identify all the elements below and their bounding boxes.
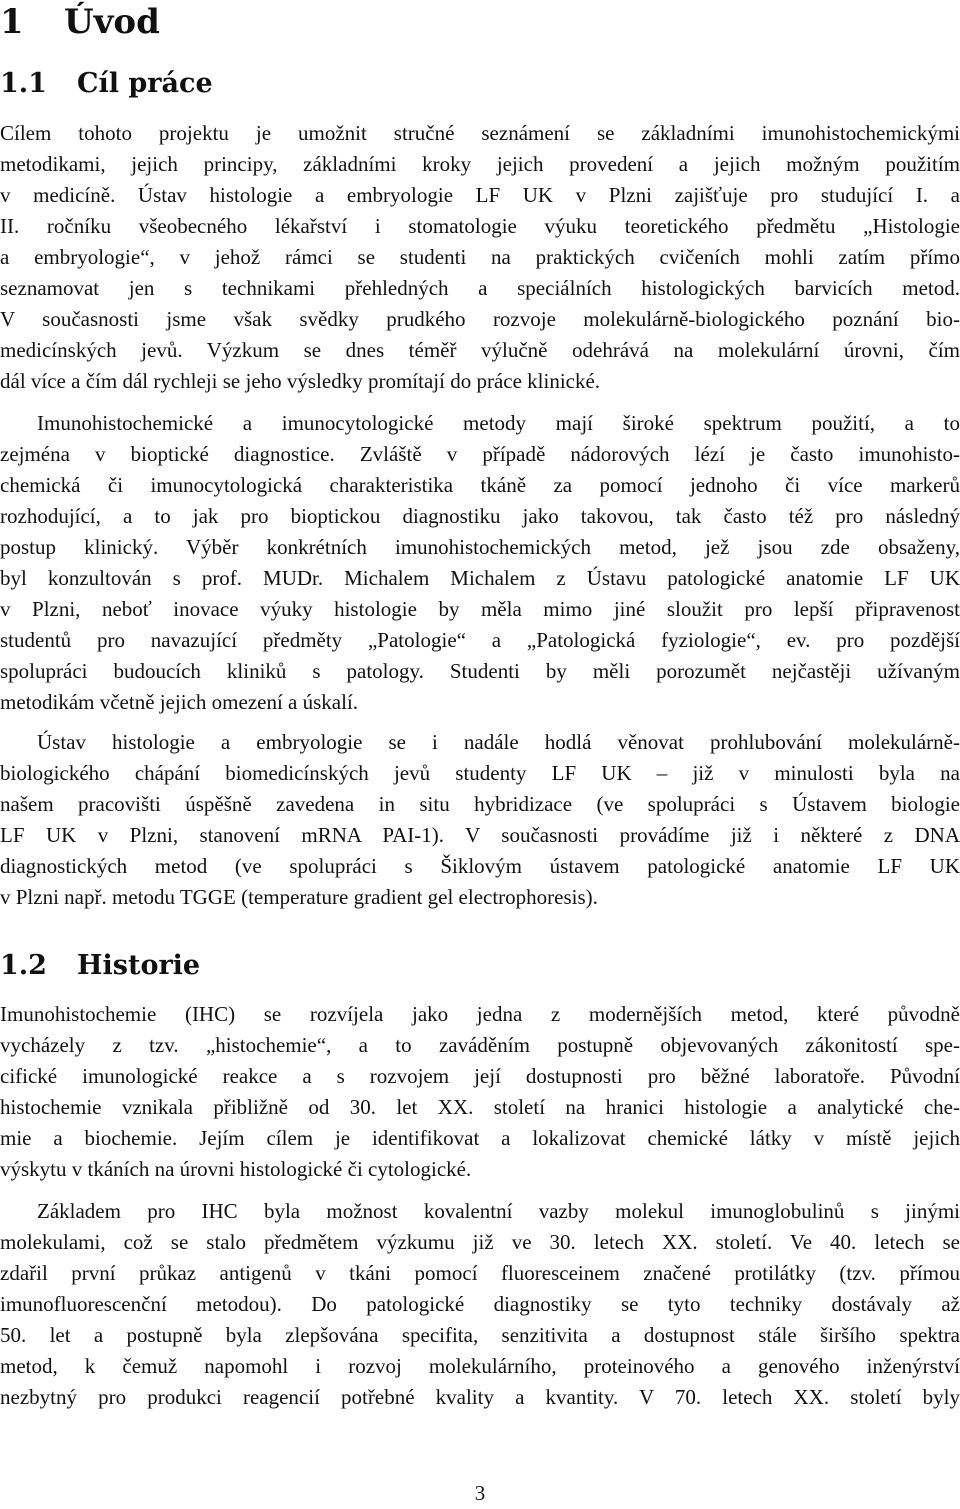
text-line: zdařil první průkaz antigenů v tkáni pomocí fluoresceinem značené protilátky (tzv. přímou xyxy=(0,1261,960,1285)
text-line: a embryologie“, v jehož rámci se studenti na praktických cvičeních mohli zatím přímo xyxy=(0,245,960,269)
text-line: spolupráci budoucích kliniků s patology. Studenti by měli porozumět nejčastěji užívaným xyxy=(0,659,960,683)
paragraph xyxy=(0,999,960,1185)
paragraph xyxy=(0,118,960,397)
section-number: 1.1 xyxy=(0,68,47,99)
text-line: studentů pro navazující předměty „Patologie“ a „Patologická fyziologie“, ev. pro pozdější xyxy=(0,628,960,652)
text-line: Imunohistochemické a imunocytologické metody mají široké spektrum použití, a to xyxy=(37,411,960,435)
text-line: v Plzni např. metodu TGGE (temperature gradient gel electrophoresis). xyxy=(0,885,598,909)
text-line: zejména v bioptické diagnostice. Zvláště v případě nádorových lézí je často imunohisto- xyxy=(0,442,960,466)
text-line: diagnostických metod (ve spolupráci s Šiklovým ústavem patologické anatomie LF UK xyxy=(0,854,960,878)
section-title: Cíl práce xyxy=(77,68,213,99)
text-line: nezbytný pro produkci reagencií potřebné kvality a kvantity. V 70. letech XX. století byly xyxy=(0,1385,960,1409)
chapter-title: Úvod xyxy=(64,2,160,42)
paragraph xyxy=(0,727,960,913)
text-line: byl konzultován s prof. MUDr. Michalem Michalem z Ústavu patologické anatomie LF UK xyxy=(0,566,960,590)
section-heading xyxy=(0,64,213,104)
text-line: vycházely z tzv. „histochemie“, a to zaváděním postupně objevovaných zákonitostí spe- xyxy=(0,1033,960,1057)
section-title: Historie xyxy=(77,950,201,981)
text-line: medicínských jevů. Výzkum se dnes téměř výlučně odehrává na molekulární úrovni, čím xyxy=(0,338,960,362)
text-line: II. ročníku všeobecného lékařství i stomatologie výuku teoretického předmětu „Histologie xyxy=(0,214,960,238)
text-line: molekulami, což se stalo předmětem výzkumu již ve 30. letech XX. století. Ve 40. letech se xyxy=(0,1230,960,1254)
text-line: metod, k čemuž napomohl i rozvoj molekulárního, proteinového a genového inženýrství xyxy=(0,1354,960,1378)
page-number: 3 xyxy=(474,1481,486,1505)
text-line: Cílem tohoto projektu je umožnit stručné seznámení se základními imunohistochemickými xyxy=(0,121,960,145)
text-line: v Plzni, neboť inovace výuky histologie by měla mimo jiné sloužit pro lepší připravenost xyxy=(0,597,960,621)
chapter-number: 1 xyxy=(0,2,24,42)
text-line: výskytu v tkáních na úrovni histologické či cytologické. xyxy=(0,1157,472,1181)
text-line: imunofluorescenční metodou). Do patologické diagnostiky se tyto techniky dostávaly až xyxy=(0,1292,960,1316)
text-line: metodikám včetně jejich omezení a úskalí. xyxy=(0,690,359,714)
text-line: dál více a čím dál rychleji se jeho výsledky promítají do práce klinické. xyxy=(0,369,601,393)
text-line: rozhodující, a to jak pro bioptickou diagnostiku jako takovou, tak často též pro následný xyxy=(0,504,960,528)
text-line: histochemie vznikala přibližně od 30. let XX. století na hranici histologie a analytické che- xyxy=(0,1095,960,1119)
chapter-heading xyxy=(0,0,160,44)
text-line: Ústav histologie a embryologie se i nadále hodlá věnovat prohlubování molekulárně- xyxy=(37,730,960,754)
text-line: metodikami, jejich principy, základními kroky jejich provedení a jejich možným použitím xyxy=(0,152,960,176)
paragraph xyxy=(0,408,960,718)
text-line: Základem pro IHC byla možnost kovalentní vazby molekul imunoglobulinů s jinými xyxy=(37,1199,960,1223)
text-line: 50. let a postupně byla zlepšována specifita, senzitivita a dostupnost stále širšího spektra xyxy=(0,1323,960,1347)
text-line: chemická či imunocytologická charakteristika tkáně za pomocí jednoho či více markerů xyxy=(0,473,960,497)
text-line: našem pracovišti úspěšně zavedena in situ hybridizace (ve spolupráci s Ústavem biologie xyxy=(0,792,960,816)
section-heading xyxy=(0,946,200,986)
section-number: 1.2 xyxy=(0,950,47,981)
text-line: v medicíně. Ústav histologie a embryologie LF UK v Plzni zajišťuje pro studující I. a xyxy=(0,183,960,207)
text-line: cifické imunologické reakce a s rozvojem její dostupnosti pro běžné laboratoře. Původní xyxy=(0,1064,960,1088)
text-line: mie a biochemie. Jejím cílem je identifikovat a lokalizovat chemické látky v místě jejich xyxy=(0,1126,960,1150)
text-line: postup klinický. Výběr konkrétních imunohistochemických metod, jež jsou zde obsaženy, xyxy=(0,535,960,559)
paragraph xyxy=(0,1196,960,1413)
text-line: Imunohistochemie (IHC) se rozvíjela jako jedna z modernějších metod, které původně xyxy=(0,1002,960,1026)
text-line: LF UK v Plzni, stanovení mRNA PAI-1). V současnosti provádíme již i některé z DNA xyxy=(0,823,960,847)
text-line: V současnosti jsme však svědky prudkého rozvoje molekulárně-biologického poznání bio- xyxy=(0,307,960,331)
text-line: biologického chápání biomedicínských jevů studenty LF UK – již v minulosti byla na xyxy=(0,761,960,785)
text-line: seznamovat jen s technikami přehledných a speciálních histologických barvicích metod. xyxy=(0,276,960,300)
